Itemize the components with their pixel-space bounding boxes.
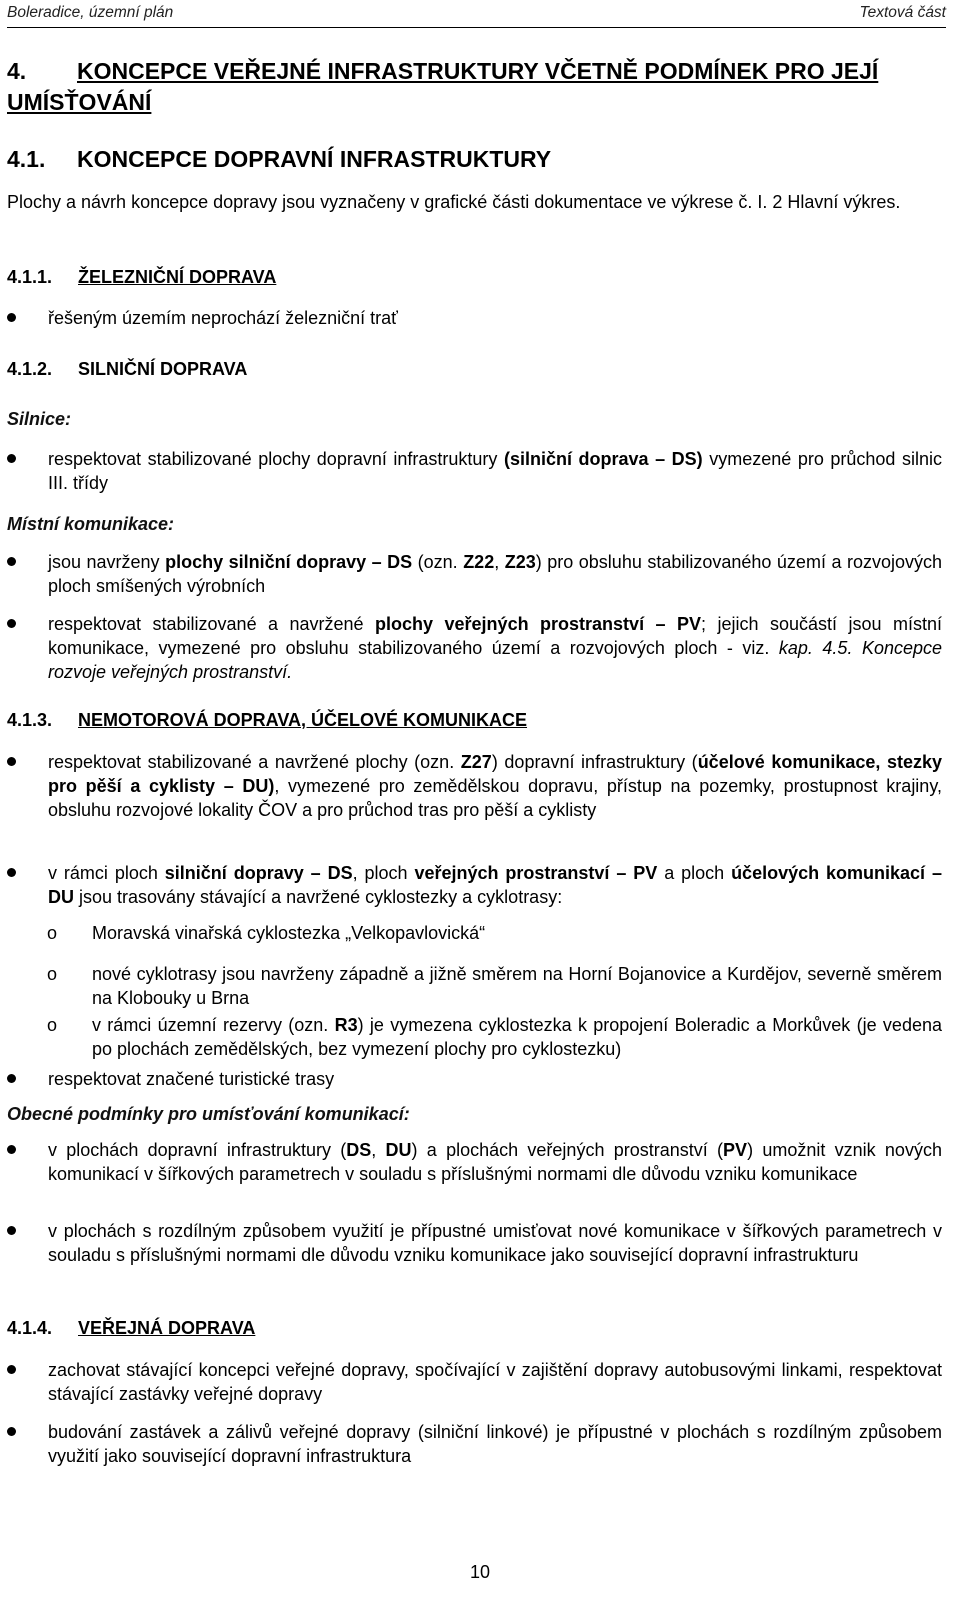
list-item [7, 550, 942, 598]
bullet-icon [7, 313, 16, 322]
list-item [7, 1420, 942, 1468]
sub-list-item [7, 962, 942, 1010]
list-item [7, 1067, 942, 1091]
list-item [7, 612, 942, 684]
bullet-icon [7, 757, 16, 766]
header-rule [7, 27, 946, 28]
bullet-icon [7, 619, 16, 628]
chapter-heading [7, 56, 942, 118]
subsection-title: NEMOTOROVÁ DOPRAVA, ÚČELOVÉ KOMUNIKACE [78, 710, 528, 730]
list-item-text: budování zastávek a zálivů veřejné dopravy (silniční linkové) je přípustné v plochách s rozdílným způsobem využití jako související dopravní infrastruktura [48, 1422, 942, 1466]
circle-bullet-icon: o [47, 923, 58, 943]
intro-paragraph: Plochy a návrh koncepce dopravy jsou vyznačeny v grafické části dokumentace ve výkrese č. I. 2 Hlavní výkres. [7, 192, 901, 212]
subheading-mistni-komunikace: Místní komunikace: [7, 514, 175, 534]
bullet-icon [7, 1427, 16, 1436]
list-item-text: řešeným územím neprochází železniční trať [48, 308, 398, 328]
chapter-title: KONCEPCE VEŘEJNÉ INFRASTRUKTURY VČETNĚ PODMÍNEK PRO JEJÍ UMÍSŤOVÁNÍ [7, 58, 879, 115]
sub-list-item-text: Moravská vinařská cyklostezka „Velkopavlovická“ [92, 923, 486, 943]
bullet-icon [7, 868, 16, 877]
list-item [7, 1138, 942, 1186]
subsection-title: SILNIČNÍ DOPRAVA [78, 359, 248, 379]
list-item-text: respektovat stabilizované a navržené plochy veřejných prostranství – PV; jejich součástí jsou místní komunikace, vymezené pro obsluhu stabilizovaného území a rozvojových ploch - viz. kap. 4.5. Koncepce rozvoje veřejných prostranství. [48, 614, 943, 682]
list-item [7, 861, 942, 909]
section-number: 4.1. [7, 146, 46, 172]
subsection-number: 4.1.1. [7, 267, 53, 287]
sub-list-item [7, 921, 942, 945]
subsection-number: 4.1.2. [7, 359, 53, 379]
list-item-text: respektovat stabilizované a navržené plochy (ozn. Z27) dopravní infrastruktury (účelové komunikace, stezky pro pěší a cyklisty – DU), vymezené pro zemědělskou dopravu, přístup na pozemky, prostupnost krajiny, obsluhu rozvojové lokality ČOV a pro průchod tras pro pěší a cyklisty [48, 752, 942, 820]
list-item [7, 1219, 942, 1267]
list-item [7, 750, 942, 822]
list-item [7, 447, 942, 495]
subsection-heading-4-1-3 [7, 708, 527, 732]
list-item-text: respektovat značené turistické trasy [48, 1069, 335, 1089]
subheading-silnice: Silnice: [7, 409, 72, 429]
subheading-obecne-podminky: Obecné podmínky pro umísťování komunikací: [7, 1104, 410, 1124]
bullet-icon [7, 454, 16, 463]
bullet-icon [7, 1226, 16, 1235]
list-item-text: zachovat stávající koncepci veřejné dopravy, spočívající v zajištění dopravy autobusovými linkami, respektovat stávající zastávky veřejné dopravy [48, 1360, 942, 1404]
bullet-icon [7, 1145, 16, 1154]
subsection-number: 4.1.3. [7, 710, 53, 730]
sub-list-item [7, 1013, 942, 1061]
bullet-icon [7, 1074, 16, 1083]
list-item [7, 306, 942, 330]
list-item-text: respektovat stabilizované plochy dopravní infrastruktury (silniční doprava – DS) vymezené pro průchod silnic III. třídy [48, 449, 942, 493]
subsection-number: 4.1.4. [7, 1318, 53, 1338]
bullet-icon [7, 557, 16, 566]
subsection-title: ŽELEZNIČNÍ DOPRAVA [78, 267, 277, 287]
bullet-icon [7, 1365, 16, 1374]
header-section-label: Textová část [859, 4, 946, 21]
circle-bullet-icon: o [47, 964, 58, 984]
list-item-text: v plochách dopravní infrastruktury (DS, DU) a plochách veřejných prostranství (PV) umožnit vznik nových komunikací v šířkových parametrech v souladu s příslušnými normami dle důvodu vzniku komunikace [48, 1140, 942, 1184]
list-item-text: v rámci ploch silniční dopravy – DS, ploch veřejných prostranství – PV a ploch účelových komunikací – DU jsou trasovány stávající a navržené cyklostezky a cyklotrasy: [48, 863, 942, 907]
page-number: 10 [469, 1562, 491, 1582]
subsection-heading-4-1-4 [7, 1316, 255, 1340]
subsection-heading-4-1-2 [7, 357, 247, 381]
list-item [7, 1358, 942, 1406]
section-title: KONCEPCE DOPRAVNÍ INFRASTRUKTURY [77, 146, 552, 172]
list-item-text: jsou navrženy plochy silniční dopravy – DS (ozn. Z22, Z23) pro obsluhu stabilizovaného území a rozvojových ploch smíšených výrobních [48, 552, 942, 596]
sub-list-item-text: nové cyklotrasy jsou navrženy západně a jižně směrem na Horní Bojanovice a Kurdějov, severně směrem na Klobouky u Brna [92, 964, 942, 1008]
subsection-title: VEŘEJNÁ DOPRAVA [78, 1318, 256, 1338]
list-item-text: v plochách s rozdílným způsobem využití je přípustné umisťovat nové komunikace v šířkových parametrech v souladu s příslušnými normami dle důvodu vzniku komunikace jako související dopravní infrastrukturu [48, 1221, 942, 1265]
header-document-title: Boleradice, územní plán [7, 4, 174, 21]
section-heading-4-1 [7, 145, 551, 173]
sub-list-item-text: v rámci územní rezervy (ozn. R3) je vymezena cyklostezka k propojení Boleradic a Morkůvek (je vedena po plochách zemědělských, bez vymezení plochy pro cyklostezku) [92, 1015, 942, 1059]
circle-bullet-icon: o [47, 1015, 58, 1035]
subsection-heading-4-1-1 [7, 265, 276, 289]
chapter-number: 4. [7, 58, 27, 84]
